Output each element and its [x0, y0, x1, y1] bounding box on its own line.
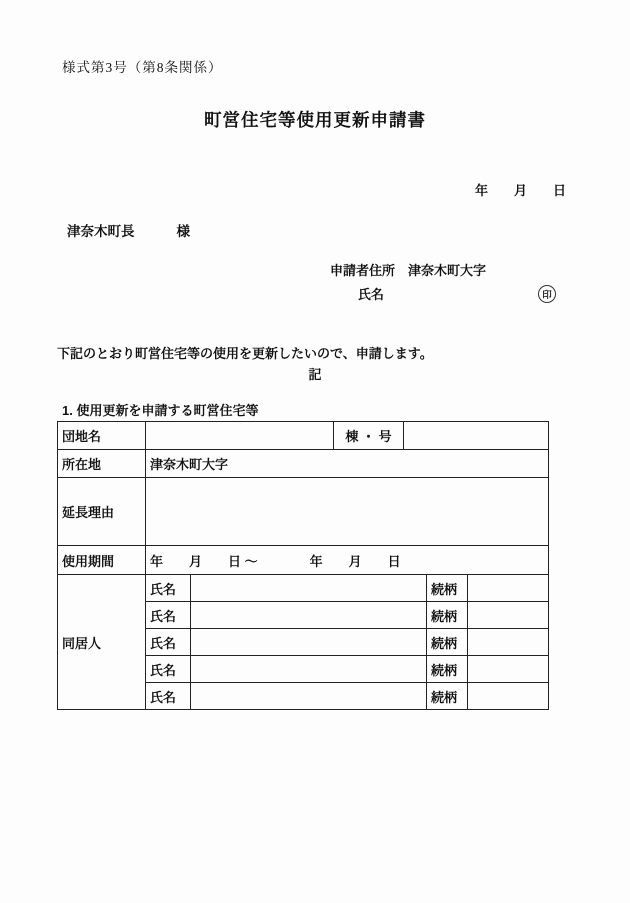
- cohabitant-name-value-cell: [191, 575, 427, 602]
- cohabitant-name-label: 氏名: [146, 602, 191, 629]
- housing-renewal-table: [57, 421, 549, 710]
- location-value-cell: 津奈木町大字: [146, 450, 549, 478]
- applicant-address-line: [330, 260, 556, 279]
- cohabitant-name-label: 氏名: [146, 629, 191, 656]
- extension-reason-value-cell: [146, 478, 549, 546]
- cohabitant-relation-value-cell: [468, 575, 549, 602]
- location-label: 所在地: [58, 450, 146, 478]
- cohabitant-relation-label: 続柄: [427, 602, 468, 629]
- cohabitant-relation-label: 続柄: [427, 656, 468, 683]
- seal-mark-icon: 印: [538, 285, 556, 303]
- extension-reason-label: 延長理由: [58, 478, 146, 546]
- applicant-block: [330, 260, 556, 303]
- cohabitant-relation-label: 続柄: [427, 575, 468, 602]
- form-number: 様式第3号（第8条関係）: [62, 60, 223, 75]
- applicant-name-label: 氏名: [358, 287, 385, 302]
- use-period-label: 使用期間: [58, 546, 146, 575]
- addressee-line: [67, 220, 190, 240]
- cohabitant-relation-value-cell: [468, 656, 549, 683]
- building-number-value-cell: [404, 422, 549, 450]
- table-row-extension-reason: [58, 478, 549, 546]
- applicant-address-label: 申請者住所: [330, 263, 396, 278]
- table-row-use-period: [58, 546, 549, 575]
- section1-heading: 1. 使用更新を申請する町営住宅等: [62, 403, 259, 418]
- table-row-cohabitant-1: [58, 575, 549, 602]
- building-number-label: 棟 ・ 号: [334, 422, 404, 450]
- cohabitant-name-label: 氏名: [146, 683, 191, 710]
- use-period-value-cell: 年 月 日 ～ 年 月 日: [146, 546, 549, 575]
- addressee-name: 津奈木町長: [67, 224, 135, 239]
- cohabitant-relation-value-cell: [468, 602, 549, 629]
- estate-name-value-cell: [146, 422, 334, 450]
- record-marker: 記: [308, 367, 322, 382]
- addressee-honorific: 様: [176, 224, 190, 239]
- cohabitant-relation-value-cell: [468, 683, 549, 710]
- cohabitant-name-value-cell: [191, 602, 427, 629]
- cohabitant-relation-value-cell: [468, 629, 549, 656]
- table-row-estate: [58, 422, 549, 450]
- cohabitant-name-value-cell: [191, 656, 427, 683]
- table-row-location: [58, 450, 549, 478]
- cohabitant-relation-label: 続柄: [427, 683, 468, 710]
- estate-name-label: 団地名: [58, 422, 146, 450]
- cohabitant-name-value-cell: [191, 683, 427, 710]
- applicant-address-value: 津奈木町大字: [408, 263, 487, 278]
- cohabitant-name-label: 氏名: [146, 656, 191, 683]
- applicant-name-line: [330, 284, 556, 303]
- date-line: 年 月 日: [474, 183, 566, 198]
- page-title: 町営住宅等使用更新申請書: [204, 110, 426, 130]
- request-statement: 下記のとおり町営住宅等の使用を更新したいので、申請します。: [57, 346, 433, 361]
- cohabitant-name-value-cell: [191, 629, 427, 656]
- cohabitant-label: 同居人: [58, 575, 146, 710]
- cohabitant-name-label: 氏名: [146, 575, 191, 602]
- cohabitant-relation-label: 続柄: [427, 629, 468, 656]
